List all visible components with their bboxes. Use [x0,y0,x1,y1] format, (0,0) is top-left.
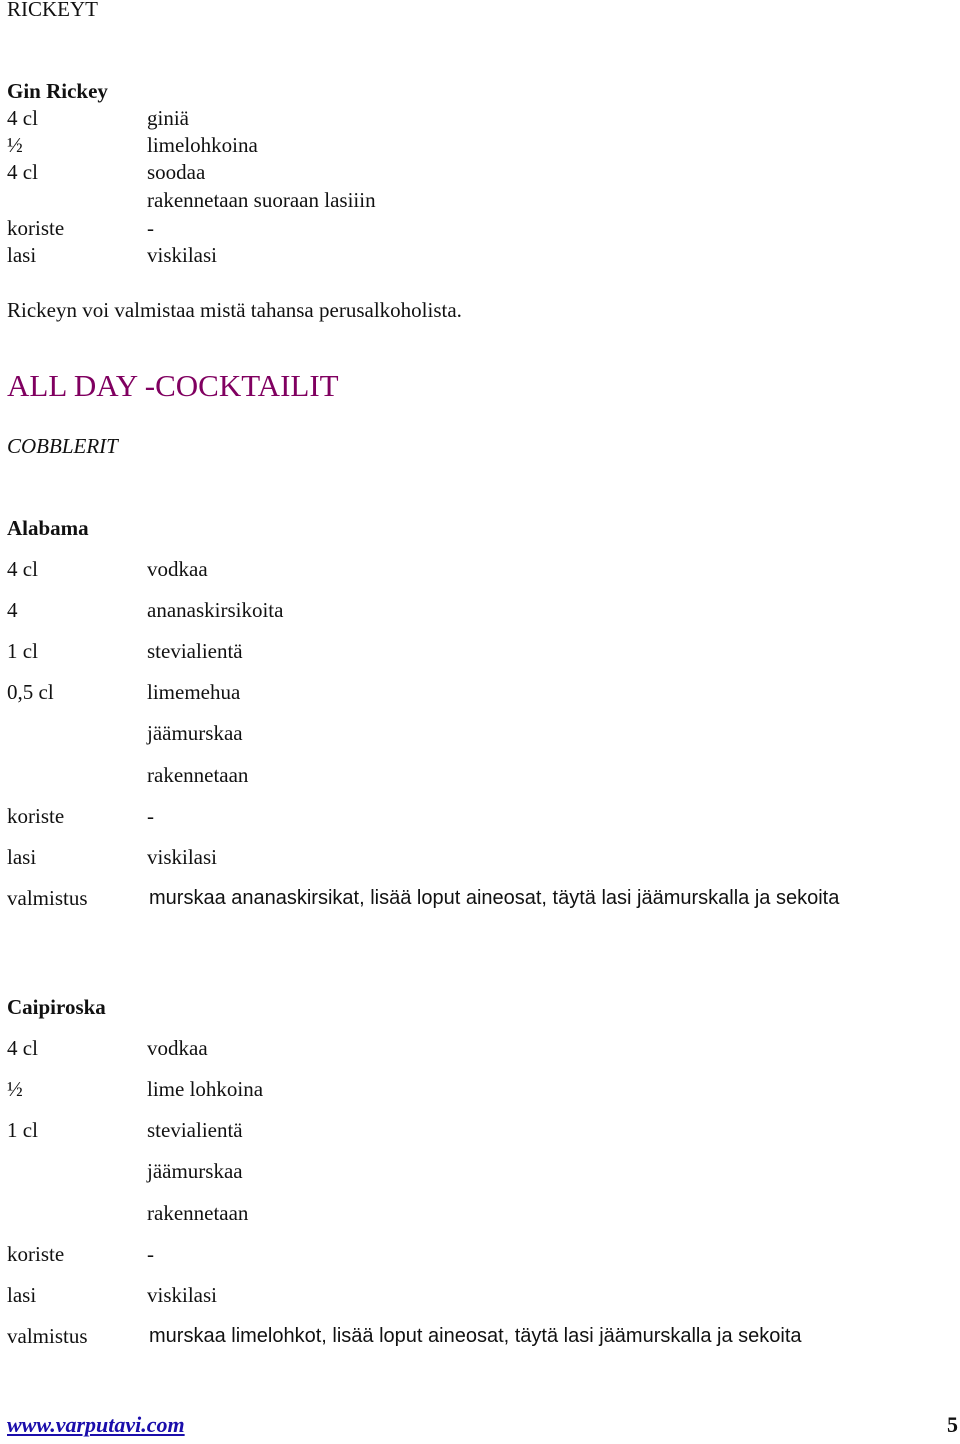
glass-value: viskilasi [147,1283,218,1307]
recipe-title-gin-rickey: Gin Rickey [7,79,108,103]
footer-website-link[interactable]: www.varputavi.com [7,1412,185,1437]
qty-cell: 4 cl [7,1036,38,1060]
recipe-note: Rickeyn voi valmistaa mistä tahansa perusalkoholista. [7,298,462,322]
qty-cell: 1 cl [7,639,38,663]
ingredient-cell: vodkaa [147,557,208,581]
ingredient-cell: giniä [147,106,189,130]
glass-label: lasi [7,845,37,869]
method-text: murskaa limelohkot, lisää loput aineosat, täytä lasi jäämurskalla ja sekoita [149,1325,802,1347]
garnish-label: koriste [7,1242,65,1266]
method-label: valmistus [7,1324,88,1348]
page-top-title: RICKEYT [7,0,98,21]
garnish-value: - [147,804,154,828]
qty-cell: ½ [7,133,23,157]
qty-cell: ½ [7,1077,23,1101]
qty-cell: 4 [7,598,18,622]
qty-cell: 1 cl [7,1118,38,1142]
ingredient-cell: rakennetaan [147,1201,249,1225]
ingredient-cell: vodkaa [147,1036,208,1060]
recipe-title-caipiroska: Caipiroska [7,995,106,1019]
garnish-label: koriste [7,804,65,828]
section-heading: ALL DAY -COCKTAILIT [7,368,339,403]
glass-value: viskilasi [147,243,218,267]
subsection-heading: COBBLERIT [7,434,118,458]
ingredient-cell: rakennetaan suoraan lasiiin [147,188,376,212]
ingredient-cell: limelohkoina [147,133,258,157]
qty-cell: 4 cl [7,106,38,130]
glass-value: viskilasi [147,845,218,869]
ingredient-cell: jäämurskaa [147,1159,243,1183]
ingredient-cell: stevialientä [147,1118,243,1142]
garnish-value: - [147,216,154,240]
qty-cell: 0,5 cl [7,680,54,704]
garnish-label: koriste [7,216,65,240]
garnish-value: - [147,1242,154,1266]
ingredient-cell: lime lohkoina [147,1077,264,1101]
ingredient-cell: stevialientä [147,639,243,663]
ingredient-cell: limemehua [147,680,241,704]
ingredient-cell: ananaskirsikoita [147,598,284,622]
method-label: valmistus [7,886,88,910]
method-text: murskaa ananaskirsikat, lisää loput aineosat, täytä lasi jäämurskalla ja sekoita [149,887,840,909]
ingredient-cell: rakennetaan [147,763,249,787]
glass-label: lasi [7,243,37,267]
qty-cell: 4 cl [7,160,38,184]
page-number: 5 [947,1412,958,1437]
qty-cell: 4 cl [7,557,38,581]
recipe-title-alabama: Alabama [7,516,89,540]
ingredient-cell: jäämurskaa [147,721,243,745]
ingredient-cell: soodaa [147,160,206,184]
glass-label: lasi [7,1283,37,1307]
